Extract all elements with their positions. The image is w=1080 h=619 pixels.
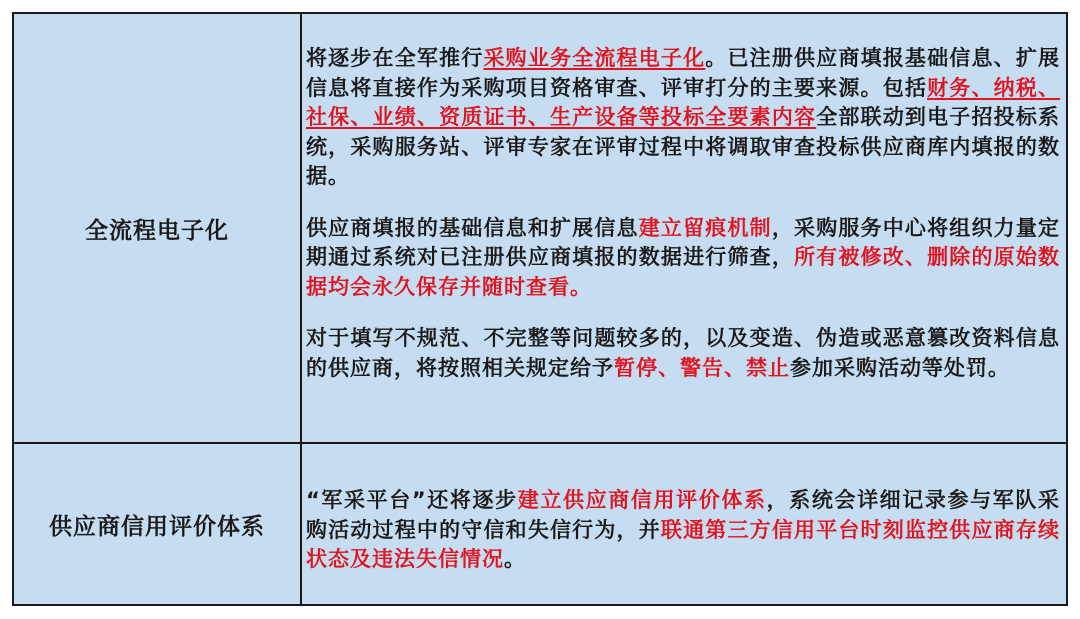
text-run: 对于填写不规范、不完整等问题较多的，以及变造、伪造或恶意篡改资料信息的供应商，将按照相关规定给予 — [306, 326, 1060, 380]
row-label-cell — [14, 14, 302, 442]
row-content-cell — [302, 14, 1066, 442]
paragraph — [306, 214, 1060, 303]
text-run: 。 — [504, 547, 526, 571]
text-run: 参加采购活动等处罚。 — [790, 355, 1010, 380]
paragraph — [306, 324, 1060, 383]
row-label: 全流程电子化 — [85, 217, 229, 244]
row-label: 供应商信用评价体系 — [49, 513, 265, 540]
highlight-text: 建立留痕机制 — [638, 215, 772, 240]
text-run: 供应商填报的基础信息和扩展信息 — [306, 215, 639, 240]
text-run: ，系统会详细记录参与军队采购活动过程中的守信和失信行为，并 — [306, 488, 1061, 542]
text-run: 全部联动到电子招投标系统，采购服务站、评审专家在评审过程中将调取审查投标供应商库内填报的数据。 — [306, 105, 1061, 188]
text-run: “军采平台”还将逐步 — [306, 488, 518, 512]
table-row-credit — [14, 444, 1066, 604]
row-content-cell — [302, 444, 1066, 604]
paragraph — [306, 44, 1060, 192]
text-run: 。已注册供应商填报基础信息、扩展信息将直接作为采购项目资格审查、评审打分的主要来源。包括 — [306, 46, 1061, 100]
info-table — [12, 12, 1068, 606]
row-label-cell — [14, 444, 302, 604]
highlight-text: 财务、纳税、社保、业绩、资质证书、生产设备等投标全要素内容 — [306, 75, 1061, 129]
highlight-text: 建立供应商信用评价体系 — [517, 488, 767, 512]
table-row-electronic — [14, 14, 1066, 444]
highlight-text: 联通第三方信用平台时刻监控供应商存续状态及违法失信情况 — [306, 517, 1061, 571]
text-run: ，采购服务中心将组织力量定期通过系统对已注册供应商填报的数据进行筛查， — [306, 215, 1061, 269]
highlight-text: 所有被修改、删除的原始数据均会永久保存并随时查看。 — [306, 245, 1060, 299]
highlight-text: 采购业务全流程电子化 — [483, 46, 706, 70]
paragraph — [306, 486, 1060, 575]
highlight-text: 暂停、警告、禁止 — [614, 355, 790, 380]
text-run: 将逐步在全军推行 — [306, 46, 484, 70]
